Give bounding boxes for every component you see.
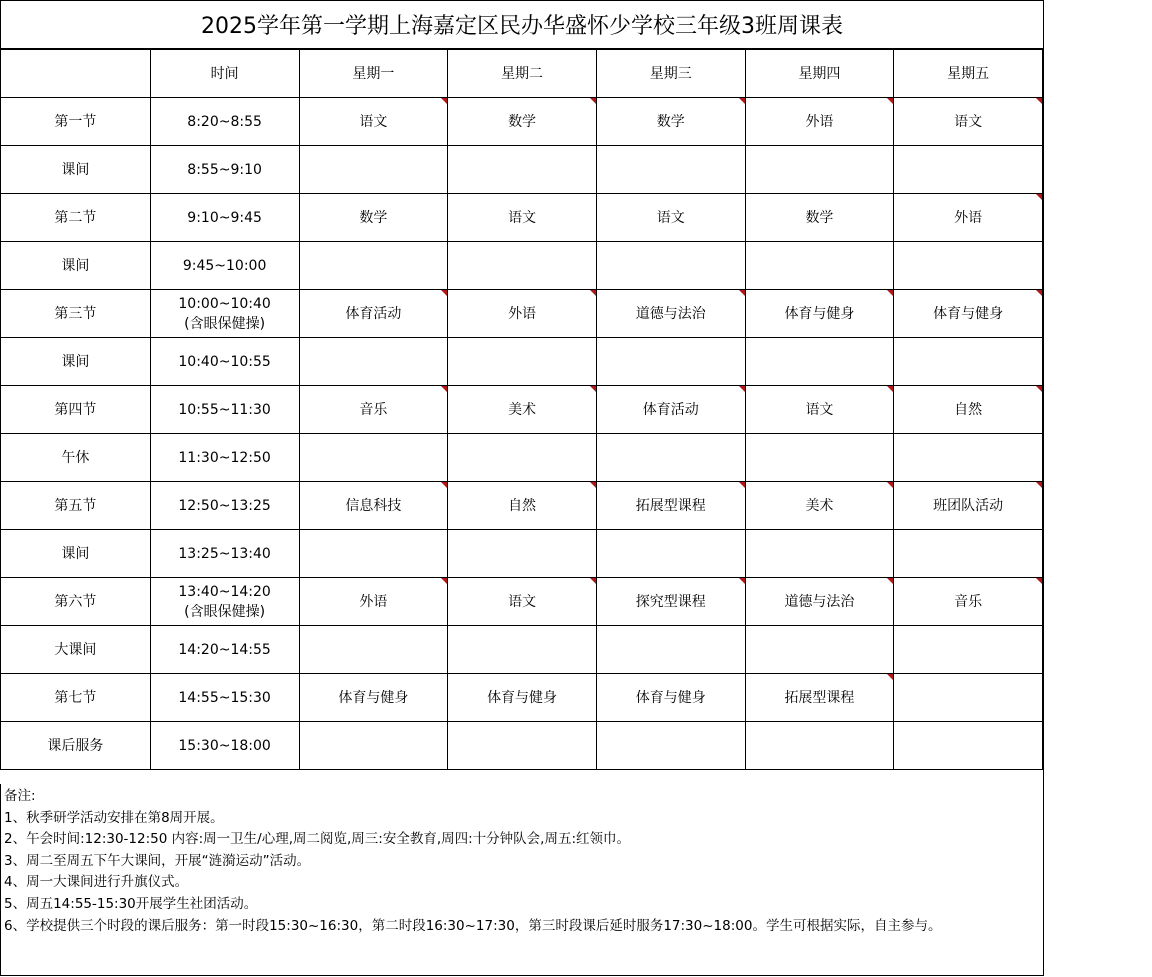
time-line: 10:00~10:40: [178, 295, 271, 312]
subject-cell: [745, 338, 894, 386]
period-cell: 课间: [1, 530, 151, 578]
subject-cell: [745, 146, 894, 194]
period-cell: 第一节: [1, 98, 151, 146]
time-line: 9:10~9:45: [187, 209, 262, 226]
time-line: 12:50~13:25: [178, 497, 271, 514]
subject-label: 体育与健身: [784, 305, 855, 322]
subject-label: 拓展型课程: [635, 497, 706, 514]
comment-indicator-icon: [441, 578, 447, 584]
subject-cell: [745, 242, 894, 290]
subject-cell: [596, 146, 745, 194]
time-line: 15:30~18:00: [178, 737, 271, 754]
subject-cell: [299, 626, 448, 674]
subject-cell: [745, 194, 894, 242]
subject-cell: [448, 482, 597, 530]
subject-cell: [299, 722, 448, 770]
subject-cell: [448, 338, 597, 386]
header-row: [1, 50, 1043, 98]
subject-cell: [596, 194, 745, 242]
subject-cell: [448, 242, 597, 290]
comment-indicator-icon: [887, 674, 893, 680]
time-line: (含眼保健操): [184, 315, 266, 332]
subject-cell: [299, 386, 448, 434]
comment-indicator-icon: [590, 386, 596, 392]
subject-cell: [894, 338, 1043, 386]
period-cell: 课间: [1, 146, 151, 194]
subject-cell: [745, 530, 894, 578]
subject-cell: [745, 674, 894, 722]
time-line: 8:55~9:10: [187, 161, 262, 178]
comment-indicator-icon: [441, 290, 447, 296]
subject-cell: [448, 386, 597, 434]
table-row: [1, 290, 1043, 338]
subject-cell: [894, 674, 1043, 722]
subject-cell: [299, 98, 448, 146]
comment-indicator-icon: [1036, 386, 1042, 392]
subject-label: 体育与健身: [933, 305, 1004, 322]
subject-label: 美术: [508, 401, 537, 418]
subject-label: 外语: [954, 209, 983, 226]
comment-indicator-icon: [887, 578, 893, 584]
table-row: [1, 242, 1043, 290]
subject-label: 数学: [359, 209, 388, 226]
comment-indicator-icon: [1036, 482, 1042, 488]
subject-cell: [299, 530, 448, 578]
subject-cell: [894, 242, 1043, 290]
subject-label: 探究型课程: [635, 593, 706, 610]
subject-cell: [745, 290, 894, 338]
time-line: 13:25~13:40: [178, 545, 271, 562]
table-row: [1, 194, 1043, 242]
subject-label: 音乐: [954, 593, 983, 610]
subject-label: 语文: [805, 401, 834, 418]
subject-cell: [894, 626, 1043, 674]
subject-cell: [745, 434, 894, 482]
table-row: [1, 146, 1043, 194]
time-cell: [150, 482, 299, 530]
subject-label: 拓展型课程: [784, 689, 855, 706]
subject-cell: [745, 626, 894, 674]
comment-indicator-icon: [1036, 98, 1042, 104]
period-cell: 第六节: [1, 578, 151, 626]
subject-cell: [448, 674, 597, 722]
subject-label: 语文: [508, 209, 537, 226]
subject-cell: [596, 242, 745, 290]
subject-cell: [894, 386, 1043, 434]
subject-label: 数学: [805, 209, 834, 226]
subject-cell: [596, 626, 745, 674]
comment-indicator-icon: [739, 386, 745, 392]
period-cell: 第三节: [1, 290, 151, 338]
notes-section: [0, 784, 1043, 976]
subject-cell: [448, 194, 597, 242]
time-cell: [150, 626, 299, 674]
comment-indicator-icon: [887, 386, 893, 392]
subject-label: 自然: [954, 401, 983, 418]
subject-cell: [596, 722, 745, 770]
note-line: 6、学校提供三个时段的课后服务：第一时段15:30~16:30，第二时段16:30~17:30，第三时段课后延时服务17:30~18:00。学生可根据实际，自主参与。: [4, 917, 942, 934]
time-cell: [150, 242, 299, 290]
subject-label: 外语: [508, 305, 537, 322]
time-cell: [150, 194, 299, 242]
subject-cell: [299, 674, 448, 722]
table-row: [1, 578, 1043, 626]
period-cell: 大课间: [1, 626, 151, 674]
subject-cell: [745, 482, 894, 530]
subject-label: 美术: [805, 497, 834, 514]
subject-cell: [448, 146, 597, 194]
subject-cell: [596, 530, 745, 578]
time-line: 14:20~14:55: [178, 641, 271, 658]
table-row: [1, 674, 1043, 722]
subject-label: 体育活动: [345, 305, 402, 322]
subject-cell: [894, 578, 1043, 626]
comment-indicator-icon: [590, 482, 596, 488]
note-line: 2、午会时间:12:30-12:50 内容:周一卫生/心理,周二阅览,周三:安全教育,周四:十分钟队会,周五:红领巾。: [4, 831, 631, 848]
subject-label: 体育与健身: [338, 689, 409, 706]
comment-indicator-icon: [441, 98, 447, 104]
subject-cell: [894, 434, 1043, 482]
subject-cell: [299, 194, 448, 242]
time-line: 13:40~14:20: [178, 583, 271, 600]
subject-cell: [596, 674, 745, 722]
header-day-cell: 星期四: [745, 50, 894, 98]
table-row: [1, 482, 1043, 530]
subject-label: 体育活动: [642, 401, 699, 418]
subject-cell: [299, 482, 448, 530]
subject-label: 语文: [656, 209, 685, 226]
time-cell: [150, 386, 299, 434]
subject-label: 语文: [359, 113, 388, 130]
time-cell: [150, 146, 299, 194]
subject-cell: [596, 338, 745, 386]
notes-heading: 备注:: [4, 788, 36, 804]
subject-cell: [894, 98, 1043, 146]
subject-label: 语文: [508, 593, 537, 610]
subject-label: 自然: [508, 497, 537, 514]
subject-cell: [894, 290, 1043, 338]
page-title: 2025学年第一学期上海嘉定区民办华盛怀少学校三年级3班周课表: [0, 0, 1043, 49]
time-line: (含眼保健操): [184, 603, 266, 620]
header-time-cell: 时间: [150, 50, 299, 98]
comment-indicator-icon: [441, 386, 447, 392]
subject-cell: [745, 578, 894, 626]
subject-cell: [299, 290, 448, 338]
subject-cell: [299, 242, 448, 290]
time-line: 10:40~10:55: [178, 353, 271, 370]
subject-label: 音乐: [359, 401, 388, 418]
comment-indicator-icon: [590, 290, 596, 296]
subject-cell: [596, 578, 745, 626]
comment-indicator-icon: [887, 98, 893, 104]
time-line: 11:30~12:50: [178, 449, 271, 466]
subject-cell: [596, 434, 745, 482]
subject-cell: [596, 98, 745, 146]
table-row: [1, 434, 1043, 482]
subject-label: 语文: [954, 113, 983, 130]
note-line: 5、周五14:55-15:30开展学生社团活动。: [4, 895, 258, 912]
header-day-cell: 星期三: [596, 50, 745, 98]
subject-label: 信息科技: [345, 497, 402, 514]
period-cell: 第四节: [1, 386, 151, 434]
subject-cell: [448, 98, 597, 146]
time-cell: [150, 674, 299, 722]
time-cell: [150, 722, 299, 770]
table-row: [1, 530, 1043, 578]
subject-cell: [448, 530, 597, 578]
subject-cell: [596, 386, 745, 434]
time-cell: [150, 98, 299, 146]
table-row: [1, 626, 1043, 674]
period-cell: 第五节: [1, 482, 151, 530]
table-row: [1, 722, 1043, 770]
subject-cell: [448, 578, 597, 626]
subject-cell: [299, 434, 448, 482]
subject-label: 班团队活动: [933, 497, 1004, 514]
subject-cell: [448, 434, 597, 482]
subject-cell: [745, 722, 894, 770]
subject-label: 数学: [508, 113, 537, 130]
subject-label: 道德与法治: [784, 593, 855, 610]
header-corner-cell: [1, 50, 151, 98]
comment-indicator-icon: [739, 98, 745, 104]
subject-label: 体育与健身: [487, 689, 558, 706]
subject-cell: [745, 386, 894, 434]
subject-cell: [745, 98, 894, 146]
comment-indicator-icon: [887, 290, 893, 296]
comment-indicator-icon: [887, 482, 893, 488]
note-line: 1、秋季研学活动安排在第8周开展。: [4, 809, 224, 826]
time-cell: [150, 530, 299, 578]
subject-cell: [448, 722, 597, 770]
table-row: [1, 98, 1043, 146]
subject-cell: [894, 530, 1043, 578]
comment-indicator-icon: [590, 578, 596, 584]
subject-label: 外语: [359, 593, 388, 610]
header-day-cell: 星期二: [448, 50, 597, 98]
subject-cell: [894, 194, 1043, 242]
period-cell: 午休: [1, 434, 151, 482]
comment-indicator-icon: [739, 482, 745, 488]
comment-indicator-icon: [590, 98, 596, 104]
subject-cell: [596, 482, 745, 530]
comment-indicator-icon: [1036, 290, 1042, 296]
subject-cell: [894, 482, 1043, 530]
comment-indicator-icon: [441, 482, 447, 488]
subject-cell: [448, 626, 597, 674]
subject-cell: [299, 338, 448, 386]
time-cell: [150, 338, 299, 386]
subject-cell: [596, 290, 745, 338]
table-row: [1, 386, 1043, 434]
time-line: 9:45~10:00: [182, 257, 267, 274]
note-line: 4、周一大课间进行升旗仪式。: [4, 874, 189, 891]
subject-label: 数学: [656, 113, 685, 130]
subject-cell: [299, 146, 448, 194]
subject-cell: [894, 146, 1043, 194]
subject-cell: [448, 290, 597, 338]
period-cell: 第二节: [1, 194, 151, 242]
subject-label: 外语: [805, 113, 834, 130]
time-line: 8:20~8:55: [187, 113, 262, 130]
time-line: 14:55~15:30: [178, 689, 271, 706]
header-day-cell: 星期一: [299, 50, 448, 98]
comment-indicator-icon: [1036, 578, 1042, 584]
schedule-table: [0, 49, 1043, 770]
subject-cell: [894, 722, 1043, 770]
time-cell: [150, 434, 299, 482]
time-cell: [150, 578, 299, 626]
subject-label: 道德与法治: [635, 305, 706, 322]
comment-indicator-icon: [739, 578, 745, 584]
subject-label: 体育与健身: [635, 689, 706, 706]
period-cell: 课间: [1, 242, 151, 290]
time-line: 10:55~11:30: [178, 401, 271, 418]
subject-cell: [299, 578, 448, 626]
comment-indicator-icon: [739, 290, 745, 296]
comment-indicator-icon: [1036, 194, 1042, 200]
period-cell: 课间: [1, 338, 151, 386]
period-cell: 第七节: [1, 674, 151, 722]
period-cell: 课后服务: [1, 722, 151, 770]
note-line: 3、周二至周五下午大课间，开展“涟漪运动”活动。: [4, 852, 311, 869]
time-cell: [150, 290, 299, 338]
table-row: [1, 338, 1043, 386]
header-day-cell: 星期五: [894, 50, 1043, 98]
